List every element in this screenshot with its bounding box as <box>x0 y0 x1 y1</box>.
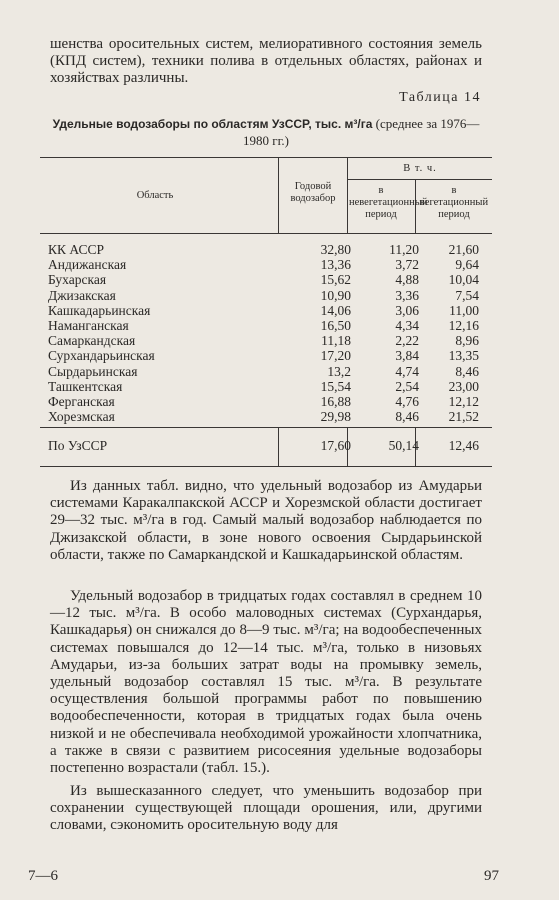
row-nonveg: 4,34 <box>395 317 419 333</box>
table-row <box>48 348 492 363</box>
header-veg: в вегетационный период <box>419 185 489 220</box>
table-row <box>48 364 492 379</box>
table-row <box>48 257 492 272</box>
table-row <box>48 303 492 318</box>
table-row <box>48 409 492 424</box>
row-region: Ташкентская <box>48 378 123 394</box>
row-annual: 13,2 <box>327 363 351 379</box>
row-region: Кашкадарьинская <box>48 302 151 318</box>
table-row <box>48 333 492 348</box>
row-nonveg: 11,20 <box>389 242 419 257</box>
caption-period: (среднее за 1976—1980 гг.) <box>242 116 480 148</box>
row-annual: 29,98 <box>320 409 351 425</box>
table-row <box>48 242 492 257</box>
row-nonveg: 3,72 <box>395 257 419 273</box>
paragraph-3-text: Из вышесказанного следует, что уменьшить водозабор при сохранении существующей площади орошения, или, другими словами, сэкономить оросительную воду для <box>50 783 482 834</box>
row-veg: 8,96 <box>455 333 479 349</box>
table-row <box>48 318 492 333</box>
total-veg: 12,46 <box>448 438 479 453</box>
row-annual: 13,36 <box>320 257 351 273</box>
row-annual: 16,88 <box>320 393 351 409</box>
col-divider-1 <box>278 157 279 233</box>
row-annual: 17,20 <box>320 348 351 364</box>
row-annual: 32,80 <box>320 242 351 257</box>
table-top-rule <box>40 157 492 158</box>
table-row <box>48 272 492 287</box>
table-number: Таблица 14 <box>399 90 481 105</box>
row-annual: 15,54 <box>320 378 351 394</box>
row-region: Наманганская <box>48 317 129 333</box>
total-nonveg: 50,14 <box>388 438 419 453</box>
row-veg: 11,00 <box>449 302 479 318</box>
total-region: По УзССР <box>48 438 108 453</box>
header-bottom-rule <box>40 233 492 234</box>
row-veg: 7,54 <box>455 287 479 303</box>
row-veg: 13,35 <box>448 348 479 364</box>
row-nonveg: 3,06 <box>395 302 419 318</box>
row-region: Хорезмская <box>48 409 115 425</box>
total-annual: 17,60 <box>320 438 351 453</box>
table-caption <box>50 116 482 148</box>
row-veg: 21,52 <box>448 409 479 425</box>
row-region: Андижанская <box>48 257 127 273</box>
signature-mark: 7—6 <box>28 868 58 884</box>
header-region: Область <box>136 190 174 201</box>
row-veg: 12,16 <box>448 317 479 333</box>
caption-title: Удельные водозаборы по областям УзССР, тыс. м³/га <box>52 117 373 131</box>
row-nonveg: 2,22 <box>395 333 419 349</box>
paragraph-1 <box>50 478 482 564</box>
table-row <box>48 394 492 409</box>
row-veg: 21,60 <box>448 242 479 257</box>
paragraph-2 <box>50 588 482 777</box>
table-body <box>48 242 492 424</box>
paragraph-1-text: Из данных табл. видно, что удельный водозабор из Амударьи системами Каракалпакской АССР и Хорезмской области достигает 29—32 тыс. м³/га в год. Самый малый водозабор наблюдается по Джизакской области, в зоне нового освоения Сырдарьинской области, также по Самаркандской и Кашкадарьинской областям. <box>50 478 482 563</box>
row-veg: 8,46 <box>455 363 479 379</box>
row-nonveg: 3,84 <box>395 348 419 364</box>
row-nonveg: 4,88 <box>395 272 419 288</box>
row-annual: 15,62 <box>320 272 351 288</box>
header-incl: В т. ч. <box>403 163 437 174</box>
row-veg: 12,12 <box>448 393 479 409</box>
row-region: Бухарская <box>48 272 107 288</box>
total-row <box>48 438 492 454</box>
row-region: Самаркандская <box>48 333 136 349</box>
row-region: Ферганская <box>48 393 115 409</box>
table-row <box>48 379 492 394</box>
header-nonveg: в невегетационный период <box>349 185 428 220</box>
row-annual: 10,90 <box>320 287 351 303</box>
row-region: Сырдарьинская <box>48 363 138 379</box>
row-nonveg: 4,74 <box>395 363 419 379</box>
row-nonveg: 3,36 <box>395 287 419 303</box>
row-nonveg: 8,46 <box>395 409 419 425</box>
table-row <box>48 288 492 303</box>
subheader-rule <box>347 179 492 180</box>
row-region: Сурхандарьинская <box>48 348 155 364</box>
data-table <box>40 157 492 467</box>
row-nonveg: 4,76 <box>395 393 419 409</box>
row-annual: 11,18 <box>321 333 351 349</box>
page-number: 97 <box>484 868 499 884</box>
row-annual: 16,50 <box>320 317 351 333</box>
paragraph-2-text: Удельный водозабор в тридцатых годах составлял в среднем 10—12 тыс. м³/га. В особо маловодных системах (Сурхандарья, Кашкадарья) он снижался до 8—9 тыс. м³/га; на водообеспеченных системах повышался до 12—14 тыс. м³/га, только в низовьях Амударьи, из-за больших затрат воды на промывку земель, удельный водозабор составлял 15 тыс. м³/га. В результате осуществления большой программы работ по повышению водообеспеченности, которая в тридцатых годах была очень низкой и не обеспечивала необходимой урожайности хлопчатника, а также в связи с развитием рисосеяния удельные водозаборы постепенно возрастали (табл. 15.). <box>50 588 482 777</box>
intro-paragraph: шенства оросительных систем, мелиоративного состояния земель (КПД систем), техники полива в отдельных областях, районах и хозяйствах различны. <box>50 36 482 87</box>
row-veg: 9,64 <box>455 257 479 273</box>
row-veg: 10,04 <box>448 272 479 288</box>
table-bottom-rule <box>40 466 492 467</box>
row-region: КК АССР <box>48 242 104 257</box>
paragraph-3 <box>50 783 482 835</box>
row-nonveg: 2,54 <box>395 378 419 394</box>
row-region: Джизакская <box>48 287 116 303</box>
total-top-rule <box>40 427 492 428</box>
header-annual: Годовой водозабор <box>290 181 336 204</box>
row-annual: 14,06 <box>320 302 351 318</box>
row-veg: 23,00 <box>448 378 479 394</box>
